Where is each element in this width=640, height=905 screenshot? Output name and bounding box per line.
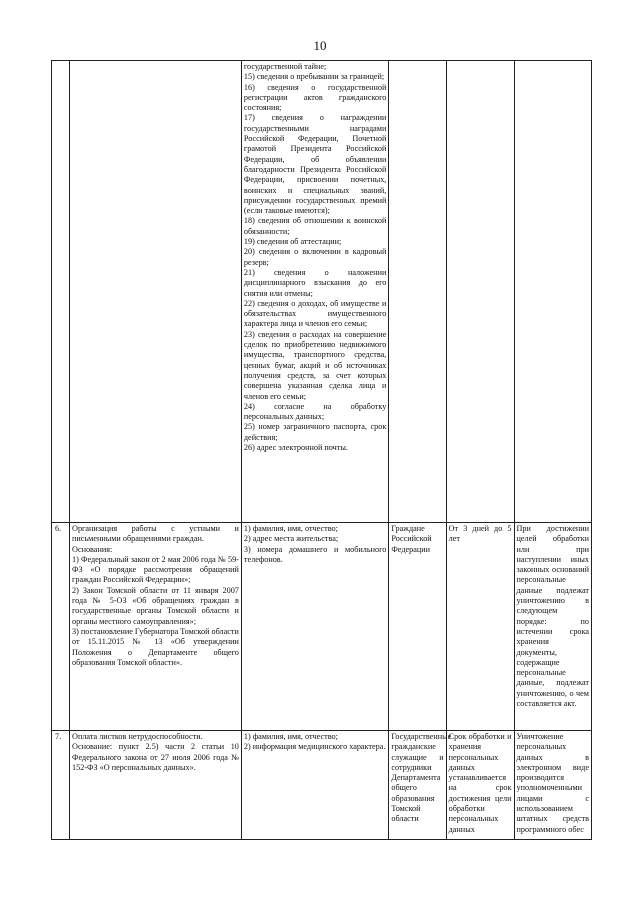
list-item: 2) адрес места жительства;: [243, 534, 339, 544]
purpose-line: Основания:: [72, 544, 113, 554]
list-item: 19) сведения об аттестации;: [243, 237, 342, 247]
list-item: 21) сведения о наложении дисциплинарного взыскания до его снятия или отмены;: [243, 267, 387, 298]
list-item: 15) сведения о пребывании за границей;: [243, 72, 385, 82]
list-item: 16) сведения о государственной регистрации актов гражданского состояния;: [243, 82, 387, 113]
table-row: [52, 61, 592, 523]
data-subjects: [389, 61, 446, 523]
purpose-line: Организация работы с устными и письменными обращениями граждан.: [72, 524, 239, 544]
list-item: 22) сведения о доходах, об имуществе и обязательствах имущественного характера лица и членов его семьи;: [243, 298, 387, 329]
list-item: 20) сведения о включении в кадровый резерв;: [243, 247, 387, 267]
purpose-line: Оплата листков нетрудоспособности.: [72, 732, 203, 741]
personal-data-list: [241, 61, 388, 523]
purpose-line: 2) Закон Томской области от 11 января 2007 года № 5-ОЗ «Об обращениях граждан в государственные органы Томской области и органы местного самоуправления»;: [72, 585, 239, 626]
list-item: 1) фамилия, имя, отчество;: [243, 732, 338, 741]
purpose-line: Основание: пункт 2.5) части 2 статьи 10 Федерального закона от 27 июля 2006 года № 152-ФЗ «О персональных данных».: [72, 742, 239, 772]
list-item: 18) сведения об отношении к воинской обязанности;: [243, 216, 387, 236]
row-number: 6.: [52, 523, 70, 731]
personal-data-table: [51, 60, 592, 840]
purpose-line: 3) постановление Губернатора Томской области от 15.11.2015 № 13 «Об утверждении Положения о Департаменте общего образования Томской области».: [72, 626, 239, 667]
destruction-procedure: При достижении целей обработки или при наступлении иных законных оснований персональные данные подлежат уничтожению в следующем порядке: по истечении срока хранения документы, содержащие персональные данные, подлежат уничтожению, о чем составляется акт.: [514, 523, 591, 731]
list-item: 26) адрес электронной почты.: [243, 442, 348, 452]
personal-data-list: [241, 523, 388, 731]
list-item: государственной тайне;: [243, 62, 327, 71]
processing-purpose: [70, 523, 242, 731]
list-item: 2) информация медицинского характера.: [243, 742, 386, 752]
retention-period: От 3 дней до 5 лет: [446, 523, 514, 731]
page-number: 10: [313, 38, 327, 53]
purpose-line: 1) Федеральный закон от 2 мая 2006 года № 59-ФЗ «О порядке рассмотрения обращений граждан Российской Федерации»;: [72, 554, 239, 585]
row-number: [52, 61, 70, 523]
data-subjects: Граждане Российской Федерации: [389, 523, 446, 731]
destruction-procedure: [514, 61, 591, 523]
list-item: 17) сведения о награждении государственными наградами Российской Федерации, Почетной грамотой Президента Российской Федерации, об объявлении благодарности Президента Российской Федерации, присвоении почетных, воинских и специальных званий, присуждении государственных премий (если таковые имеются);: [243, 113, 387, 216]
list-item: 25) номер заграничного паспорта, срок действия;: [243, 422, 387, 442]
list-item: 3) номера домашнего и мобильного телефонов.: [243, 544, 387, 564]
destruction-procedure: Уничтожение персональных данных в электронном виде производится уполномоченными лицами с использованием штатных средств программного обес: [514, 731, 591, 840]
data-subjects: Государственные гражданские служащие и сотрудники Департамента общего образования Томской области: [389, 731, 446, 840]
table-row: [52, 523, 592, 731]
processing-purpose: [70, 61, 242, 523]
processing-purpose: [70, 731, 242, 840]
list-item: 1) фамилия, имя, отчество;: [243, 524, 338, 533]
list-item: 24) согласие на обработку персональных данных;: [243, 401, 387, 422]
retention-period: [446, 61, 514, 523]
table-row: [52, 731, 592, 840]
personal-data-list: [241, 731, 388, 840]
row-number: 7.: [52, 731, 70, 840]
list-item: 23) сведения о расходах на совершение сделок по приобретению недвижимого имущества, транспортного средства, ценных бумаг, акций и об источниках получения средств, за счет которых совершена указанная сделка лица и членов его семьи;: [243, 329, 387, 401]
retention-period: Срок обработки и хранения персональных данных устанавливается на срок достижения цели обработки персональных данных: [446, 731, 514, 840]
